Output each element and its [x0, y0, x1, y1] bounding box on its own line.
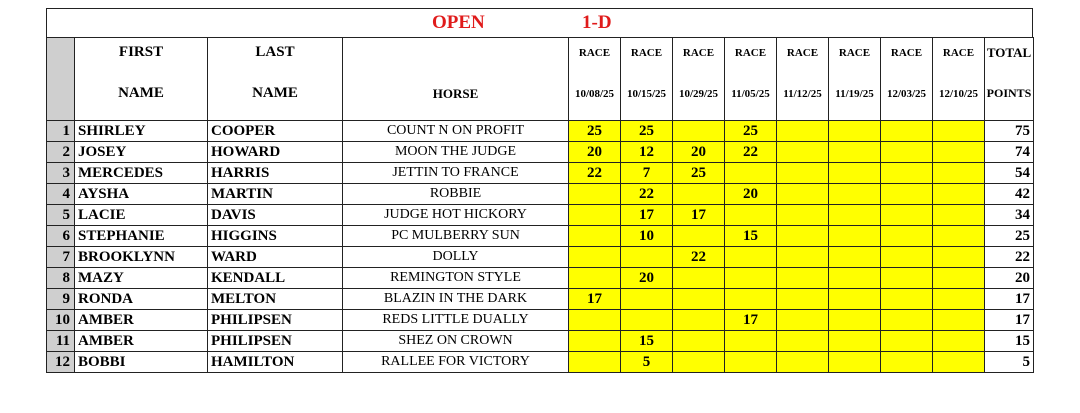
race-points-cell-7 — [881, 289, 933, 310]
race-points-cell-7 — [881, 163, 933, 184]
race-points-cell-3: 17 — [673, 205, 725, 226]
first-name-cell: LACIE — [75, 205, 208, 226]
race-points-cell-2: 15 — [621, 331, 673, 352]
race-points-cell-2: 12 — [621, 142, 673, 163]
race-points-cell-4 — [725, 352, 777, 373]
race-points-cell-1 — [569, 268, 621, 289]
race-points-cell-3 — [673, 289, 725, 310]
horse-cell: RALLEE FOR VICTORY — [343, 352, 569, 373]
race-points-cell-6 — [829, 247, 881, 268]
race-points-cell-5 — [777, 289, 829, 310]
race-points-cell-1: 20 — [569, 142, 621, 163]
race-points-cell-1 — [569, 184, 621, 205]
table-row — [47, 205, 1034, 226]
race-points-cell-1: 25 — [569, 121, 621, 142]
first-name-cell: AYSHA — [75, 184, 208, 205]
last-name-cell: PHILIPSEN — [208, 310, 343, 331]
race-points-cell-4 — [725, 163, 777, 184]
race-points-cell-6 — [829, 268, 881, 289]
division-code: 1-D — [582, 12, 612, 33]
race-points-cell-4 — [725, 331, 777, 352]
first-name-cell: RONDA — [75, 289, 208, 310]
total-points-cell: 5 — [985, 352, 1034, 373]
race-points-cell-7 — [881, 226, 933, 247]
last-name-cell: PHILIPSEN — [208, 331, 343, 352]
rank-cell: 8 — [47, 268, 75, 289]
race-points-cell-7 — [881, 184, 933, 205]
race-points-cell-3 — [673, 268, 725, 289]
race-points-cell-2: 7 — [621, 163, 673, 184]
rank-cell: 12 — [47, 352, 75, 373]
race-date-2: 10/15/25 — [621, 67, 673, 121]
rank-cell: 10 — [47, 310, 75, 331]
race-date-3: 10/29/25 — [673, 67, 725, 121]
table-row — [47, 226, 1034, 247]
race-points-cell-7 — [881, 331, 933, 352]
last-name-header: NAME — [208, 67, 343, 121]
first-name-cell: MERCEDES — [75, 163, 208, 184]
table-row — [47, 352, 1034, 373]
last-name-cell: HOWARD — [208, 142, 343, 163]
first-name-cell: BOBBI — [75, 352, 208, 373]
total-points-cell: 54 — [985, 163, 1034, 184]
race-points-cell-5 — [777, 142, 829, 163]
race-points-cell-3: 25 — [673, 163, 725, 184]
race-points-cell-6 — [829, 310, 881, 331]
rank-cell: 4 — [47, 184, 75, 205]
race-points-cell-2: 10 — [621, 226, 673, 247]
race-points-cell-8 — [933, 226, 985, 247]
standings-table — [46, 37, 1034, 373]
race-points-cell-1: 22 — [569, 163, 621, 184]
race-points-cell-7 — [881, 205, 933, 226]
race-points-cell-4 — [725, 268, 777, 289]
race-points-cell-8 — [933, 331, 985, 352]
last-name-cell: MELTON — [208, 289, 343, 310]
horse-cell: MOON THE JUDGE — [343, 142, 569, 163]
race-points-cell-3 — [673, 310, 725, 331]
race-points-cell-2 — [621, 289, 673, 310]
race-points-cell-3 — [673, 352, 725, 373]
race-points-cell-8 — [933, 289, 985, 310]
race-points-cell-8 — [933, 268, 985, 289]
first-name-header-top: FIRST — [75, 38, 208, 68]
total-points-cell: 34 — [985, 205, 1034, 226]
total-points-cell: 17 — [985, 310, 1034, 331]
race-points-cell-8 — [933, 352, 985, 373]
race-points-cell-5 — [777, 247, 829, 268]
race-date-8: 12/10/25 — [933, 67, 985, 121]
race-points-cell-8 — [933, 142, 985, 163]
horse-cell: SHEZ ON CROWN — [343, 331, 569, 352]
total-points-cell: 17 — [985, 289, 1034, 310]
race-points-cell-4: 25 — [725, 121, 777, 142]
race-points-cell-8 — [933, 205, 985, 226]
rank-header — [47, 38, 75, 68]
race-points-cell-6 — [829, 205, 881, 226]
race-points-cell-6 — [829, 226, 881, 247]
race-points-cell-1 — [569, 247, 621, 268]
header-row-top — [47, 38, 1034, 68]
race-points-cell-4: 17 — [725, 310, 777, 331]
race-points-cell-5 — [777, 268, 829, 289]
race-points-cell-5 — [777, 121, 829, 142]
last-name-cell: HIGGINS — [208, 226, 343, 247]
race-points-cell-6 — [829, 163, 881, 184]
horse-cell: JETTIN TO FRANCE — [343, 163, 569, 184]
race-points-cell-6 — [829, 289, 881, 310]
horse-cell: REDS LITTLE DUALLY — [343, 310, 569, 331]
first-name-cell: AMBER — [75, 331, 208, 352]
race-points-cell-1 — [569, 226, 621, 247]
first-name-cell: SHIRLEY — [75, 121, 208, 142]
race-header-7: RACE — [881, 38, 933, 68]
race-points-cell-7 — [881, 142, 933, 163]
total-points-header: POINTS — [985, 67, 1034, 121]
race-date-5: 11/12/25 — [777, 67, 829, 121]
race-date-1: 10/08/25 — [569, 67, 621, 121]
rank-cell: 5 — [47, 205, 75, 226]
race-points-cell-4: 20 — [725, 184, 777, 205]
race-points-cell-6 — [829, 121, 881, 142]
race-points-cell-8 — [933, 310, 985, 331]
last-name-header-top: LAST — [208, 38, 343, 68]
first-name-cell: BROOKLYNN — [75, 247, 208, 268]
rank-cell: 1 — [47, 121, 75, 142]
total-points-cell: 74 — [985, 142, 1034, 163]
race-points-cell-7 — [881, 247, 933, 268]
race-points-cell-1 — [569, 205, 621, 226]
horse-header: HORSE — [343, 67, 569, 121]
total-points-cell: 42 — [985, 184, 1034, 205]
table-row — [47, 289, 1034, 310]
race-points-cell-4: 22 — [725, 142, 777, 163]
race-points-cell-1 — [569, 352, 621, 373]
table-row — [47, 184, 1034, 205]
rank-cell: 11 — [47, 331, 75, 352]
horse-header-top — [343, 38, 569, 68]
race-points-cell-2: 5 — [621, 352, 673, 373]
last-name-cell: HARRIS — [208, 163, 343, 184]
standings-body — [47, 121, 1034, 373]
header-row-bottom — [47, 67, 1034, 121]
rank-cell: 6 — [47, 226, 75, 247]
race-points-cell-4 — [725, 247, 777, 268]
race-points-cell-1: 17 — [569, 289, 621, 310]
last-name-cell: HAMILTON — [208, 352, 343, 373]
total-points-cell: 25 — [985, 226, 1034, 247]
race-points-cell-6 — [829, 142, 881, 163]
race-points-cell-1 — [569, 310, 621, 331]
race-points-cell-5 — [777, 226, 829, 247]
race-points-cell-5 — [777, 310, 829, 331]
race-header-5: RACE — [777, 38, 829, 68]
horse-cell: BLAZIN IN THE DARK — [343, 289, 569, 310]
horse-cell: PC MULBERRY SUN — [343, 226, 569, 247]
race-points-cell-7 — [881, 310, 933, 331]
total-points-cell: 15 — [985, 331, 1034, 352]
horse-cell: ROBBIE — [343, 184, 569, 205]
table-row — [47, 310, 1034, 331]
race-points-cell-6 — [829, 184, 881, 205]
first-name-header: NAME — [75, 67, 208, 121]
race-points-cell-5 — [777, 184, 829, 205]
race-points-cell-3 — [673, 121, 725, 142]
rank-header-bottom — [47, 67, 75, 121]
race-points-cell-8 — [933, 121, 985, 142]
race-points-cell-2: 22 — [621, 184, 673, 205]
race-header-3: RACE — [673, 38, 725, 68]
race-date-6: 11/19/25 — [829, 67, 881, 121]
race-points-cell-3 — [673, 226, 725, 247]
rank-cell: 9 — [47, 289, 75, 310]
horse-cell: DOLLY — [343, 247, 569, 268]
last-name-cell: KENDALL — [208, 268, 343, 289]
race-points-cell-2 — [621, 247, 673, 268]
race-points-cell-3: 22 — [673, 247, 725, 268]
first-name-cell: MAZY — [75, 268, 208, 289]
race-points-cell-1 — [569, 331, 621, 352]
race-points-cell-8 — [933, 163, 985, 184]
race-points-cell-8 — [933, 247, 985, 268]
rank-cell: 3 — [47, 163, 75, 184]
total-header-top: TOTAL — [985, 38, 1034, 68]
total-points-cell: 20 — [985, 268, 1034, 289]
first-name-cell: AMBER — [75, 310, 208, 331]
race-header-1: RACE — [569, 38, 621, 68]
table-row — [47, 163, 1034, 184]
race-date-7: 12/03/25 — [881, 67, 933, 121]
horse-cell: JUDGE HOT HICKORY — [343, 205, 569, 226]
table-row — [47, 121, 1034, 142]
division-title: OPEN — [432, 12, 485, 33]
race-points-cell-7 — [881, 268, 933, 289]
total-points-cell: 75 — [985, 121, 1034, 142]
race-points-cell-7 — [881, 121, 933, 142]
race-points-cell-4: 15 — [725, 226, 777, 247]
rank-cell: 2 — [47, 142, 75, 163]
rank-cell: 7 — [47, 247, 75, 268]
first-name-cell: JOSEY — [75, 142, 208, 163]
race-header-8: RACE — [933, 38, 985, 68]
race-points-cell-5 — [777, 163, 829, 184]
total-points-cell: 22 — [985, 247, 1034, 268]
race-points-cell-5 — [777, 205, 829, 226]
title-bar — [46, 8, 1033, 37]
race-points-cell-2: 25 — [621, 121, 673, 142]
race-points-cell-5 — [777, 352, 829, 373]
last-name-cell: DAVIS — [208, 205, 343, 226]
race-points-cell-4 — [725, 289, 777, 310]
race-points-cell-2: 20 — [621, 268, 673, 289]
race-points-cell-5 — [777, 331, 829, 352]
race-points-cell-4 — [725, 205, 777, 226]
first-name-cell: STEPHANIE — [75, 226, 208, 247]
horse-cell: REMINGTON STYLE — [343, 268, 569, 289]
table-row — [47, 247, 1034, 268]
table-row — [47, 268, 1034, 289]
race-points-cell-2 — [621, 310, 673, 331]
race-points-cell-7 — [881, 352, 933, 373]
race-date-4: 11/05/25 — [725, 67, 777, 121]
race-points-cell-3 — [673, 184, 725, 205]
race-points-cell-6 — [829, 331, 881, 352]
race-header-6: RACE — [829, 38, 881, 68]
race-points-cell-2: 17 — [621, 205, 673, 226]
table-row — [47, 142, 1034, 163]
horse-cell: COUNT N ON PROFIT — [343, 121, 569, 142]
race-points-cell-3 — [673, 331, 725, 352]
race-points-cell-6 — [829, 352, 881, 373]
standings-sheet — [46, 8, 1033, 373]
last-name-cell: MARTIN — [208, 184, 343, 205]
last-name-cell: WARD — [208, 247, 343, 268]
last-name-cell: COOPER — [208, 121, 343, 142]
table-row — [47, 331, 1034, 352]
race-header-4: RACE — [725, 38, 777, 68]
race-header-2: RACE — [621, 38, 673, 68]
race-points-cell-8 — [933, 184, 985, 205]
race-points-cell-3: 20 — [673, 142, 725, 163]
